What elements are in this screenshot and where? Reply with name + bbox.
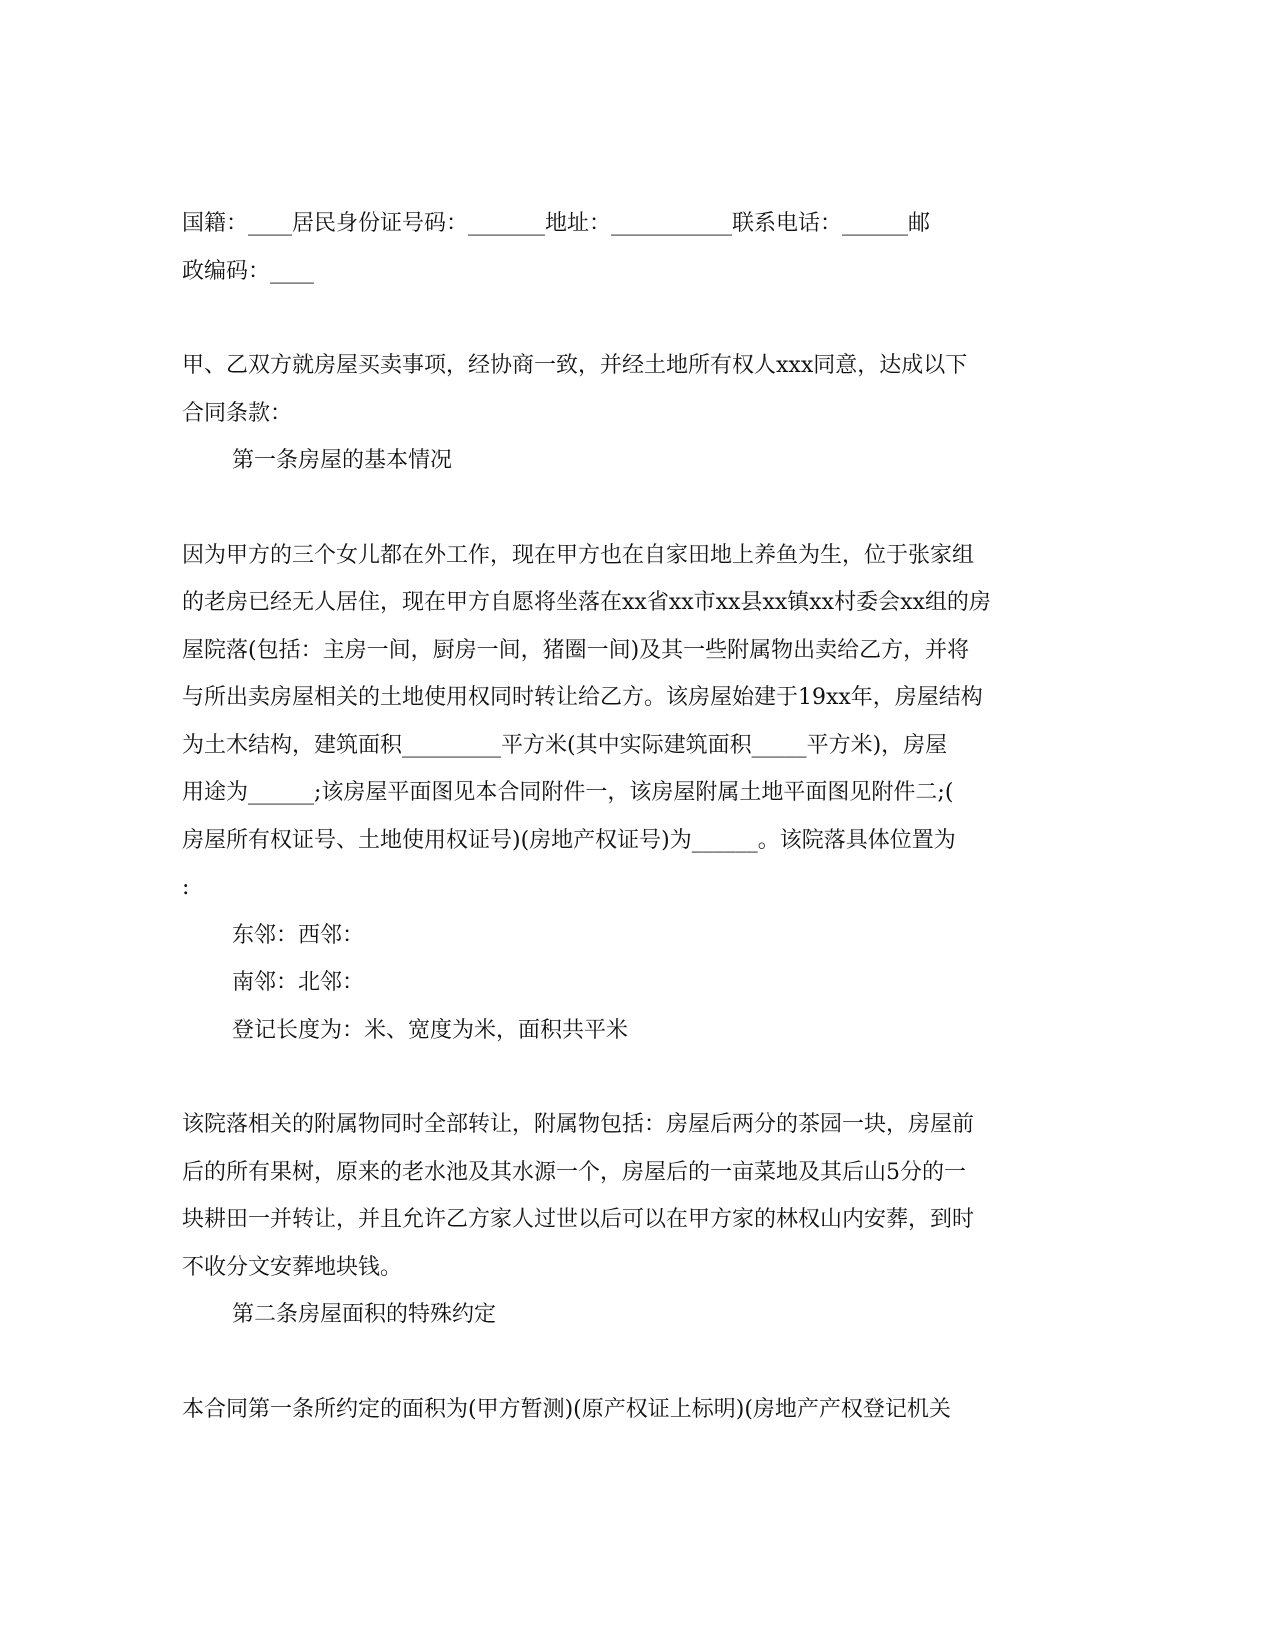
contract-page [182, 200, 1087, 1433]
attachments-line: 后的所有果树，原来的老水池及其水源一个，房屋后的一亩菜地及其后山5分的一 [182, 1159, 966, 1185]
intro-line: 合同条款： [182, 400, 293, 426]
east-west-neighbors: 东邻：西邻： [232, 922, 365, 948]
article-1-body [182, 532, 1087, 912]
article-1-line: 屋院落(包括：主房一间，厨房一间，猪圈一间)及其一些附属物出卖给乙方，并将 [182, 637, 970, 663]
registration-dimensions: 登记长度为：米、宽度为米，面积共平米 [232, 1017, 629, 1043]
article-1-line: 房屋所有权证号、土地使用权证号)(房地产权证号)为______。该院落具体位置为 [182, 827, 956, 853]
article-2-heading: 第二条房屋面积的特殊约定 [232, 1302, 497, 1327]
intro-block [182, 342, 1087, 437]
party-info-block [182, 200, 1087, 295]
attachments-block [182, 1101, 1087, 1291]
party-info-line: 政编码：____ [182, 258, 315, 284]
party-info-line: 国籍：____居民身份证号码：_______地址：___________联系电话：______邮 [182, 211, 931, 236]
article-1-line: 与所出卖房屋相关的土地使用权同时转让给乙方。该房屋始建于19xx年，房屋结构 [182, 685, 983, 710]
attachments-line: 块耕田一并转让，并且允许乙方家人过世以后可以在甲方家的林权山内安葬，到时 [182, 1207, 975, 1232]
article-2-line: 本合同第一条所约定的面积为(甲方暂测)(原产权证上标明)(房地产产权登记机关 [182, 1396, 951, 1422]
article-1-line: 的老房已经无人居住，现在甲方自愿将坐落在xx省xx市xx县xx镇xx村委会xx组的房 [182, 590, 991, 615]
article-1-line: : [182, 875, 190, 900]
article-1-line: 因为甲方的三个女儿都在外工作，现在甲方也在自家田地上养鱼为生，位于张家组 [182, 542, 975, 568]
attachments-line: 不收分文安葬地块钱。 [182, 1254, 403, 1280]
article-1-line: 用途为______;该房屋平面图见本合同附件一，该房屋附属土地平面图见附件二;( [182, 780, 954, 805]
article-1-line: 为土木结构，建筑面积_________平方米(其中实际建筑面积_____平方米)，房屋 [182, 732, 948, 758]
attachments-line: 该院落相关的附属物同时全部转让，附属物包括：房屋后两分的茶园一块，房屋前 [182, 1112, 975, 1137]
south-north-neighbors: 南邻：北邻： [232, 970, 365, 995]
article-1-heading: 第一条房屋的基本情况 [232, 448, 453, 473]
intro-line: 甲、乙双方就房屋买卖事项，经协商一致，并经土地所有权人xxx同意，达成以下 [182, 353, 968, 378]
